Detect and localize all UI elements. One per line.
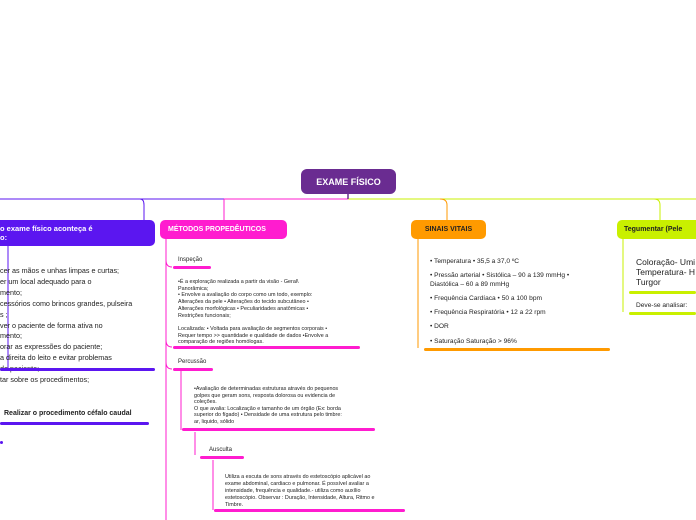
sinais-item: • Pressão arterial • Sistólica – 90 a 139 mmHg • Diastólica – 60 a 89 mmHg xyxy=(430,272,570,288)
left-sub-label[interactable]: Realizar o procedimento céfalo caudal xyxy=(4,410,132,417)
ausculta-underline xyxy=(200,456,244,459)
inspecao-underline xyxy=(173,266,211,269)
percussao-text-underline xyxy=(182,428,375,431)
percussao-text: •Avaliação de determinadas estruturas através do pequenos golpes que geram sons, resposta dolorosa ou evidencia de coleções. O que avalia: Localização e tamanho de um órgão (Ex: borda superior do fígado) • Densidade de uma estrutura pelo timbre: ar, liquido, sólido xyxy=(194,386,342,425)
tegumentar-sub[interactable]: Deve-se analisar: xyxy=(636,302,688,309)
left-text-underline xyxy=(0,368,155,371)
left-item: s ; xyxy=(0,309,8,319)
tegumentar-header-label: Tegumentar (Pele xyxy=(624,226,683,233)
tegumentar-sub-underline xyxy=(629,312,696,315)
left-branch-header-label: o exame físico aconteça é o: xyxy=(0,223,93,242)
sinais-underline xyxy=(424,348,610,351)
left-item: orar as expressões do paciente; xyxy=(0,342,103,352)
sinais-item: • Temperatura • 35,5 a 37,0 ºC xyxy=(430,258,520,265)
left-item: ver o paciente de forma ativa no xyxy=(0,320,103,330)
inspecao-text: •É a exploração realizada a partir da visão - Geral\ Panorâmica; • Envolve a avaliação do corpo como um todo, exemplo: Alterações da pele • Alterações do tecido subcutâneo • Alterações morfológicas • Peculiaridades anatômicas • Restrições funcionais; Localizada: • Voltada para avaliação de segmentos corporais • Requer tempo >> quantidade e qualidade de dados •Envolve a comparação de regiões homólogas. xyxy=(178,279,329,346)
left-item: a direita do leito e evitar problemas xyxy=(0,353,112,363)
left-item: cer as mãos e unhas limpas e curtas; xyxy=(0,266,120,275)
left-item: cessórios como brincos grandes, pulseira xyxy=(0,298,133,308)
sinais-item: • Saturação Saturação > 96% xyxy=(430,338,517,345)
sinais-item: • Frequência Cardíaca • 50 a 100 bpm xyxy=(430,295,543,302)
tegumentar-header[interactable] xyxy=(617,220,696,239)
sinais-item: • DOR xyxy=(430,323,449,330)
sinais-header[interactable] xyxy=(411,220,486,239)
left-sub2-underline xyxy=(0,441,3,444)
root-node[interactable] xyxy=(301,169,396,194)
left-item: mento; xyxy=(0,287,22,297)
metodos-header[interactable] xyxy=(160,220,287,239)
tegumentar-text-underline xyxy=(629,291,696,294)
percussao-label[interactable]: Percussão xyxy=(178,359,207,365)
tegumentar-text: Coloração- Umi Temperatura- H Turgor xyxy=(636,257,696,287)
percussao-underline xyxy=(173,368,213,371)
left-item: er um local adequado para o xyxy=(0,276,92,286)
ausculta-label[interactable]: Ausculta xyxy=(209,447,233,453)
ausculta-text-underline xyxy=(214,509,405,512)
inspecao-label[interactable]: Inspeção xyxy=(178,257,203,263)
sinais-item: • Frequência Respiratória • 12 a 22 rpm xyxy=(430,309,546,316)
left-sub-underline xyxy=(0,422,149,425)
metodos-header-label: MÉTODOS PROPEDÊUTICOS xyxy=(168,226,266,233)
inspecao-text-underline xyxy=(173,346,360,349)
left-item: tar sobre os procedimentos; xyxy=(0,375,90,385)
ausculta-text: Utiliza a escuta de sons através do estetoscópio aplicável ao exame abdominal, cardiaco e pulmonar. É possível avaliar a intensidade, frequência e qualidade.- utiliza como auxílio estetoscópio. Observar : Duração, Intensidade, Altura, Ritmo e Timbre. xyxy=(225,474,375,509)
left-branch-header[interactable] xyxy=(0,220,155,246)
root-label: EXAME FÍSICO xyxy=(316,176,381,187)
left-item: mento; xyxy=(0,331,22,341)
sinais-header-label: SINAIS VITAIS xyxy=(424,226,473,233)
